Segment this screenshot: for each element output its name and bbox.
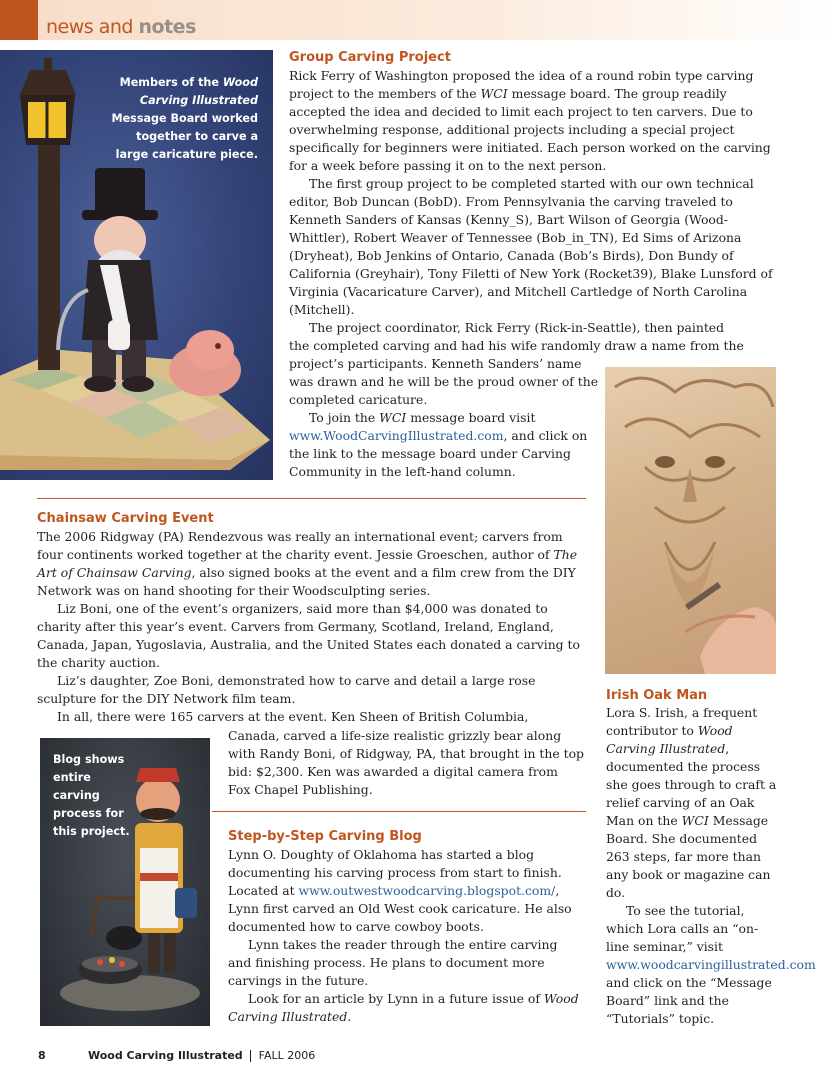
cook-caption: Blog shows entire carving process for this project. (53, 753, 130, 838)
group-project-p3-line: The project coordinator, Rick Ferry (Rick-in-Seattle), then painted (309, 320, 725, 335)
group-project-body (289, 67, 775, 355)
blog-divider (212, 811, 586, 812)
blog-p1: Lynn O. Doughty of Oklahoma has started a blog documenting his carving process from start to finish. Located at www.outwestwoodcarving.blogspot.com/, Lynn first carved an Old West cook caricature. He also documented how to carve cowboy boots. (228, 847, 572, 934)
section-label-bold: notes (138, 16, 196, 38)
group-project-heading: Group Carving Project (289, 50, 451, 65)
footer-magazine (88, 1049, 315, 1062)
group-project-p4: To join the WCI message board visit www.WoodCarvingIllustrated.com, and click on the link to the message board under Carving Community in the left-hand column. (289, 410, 588, 479)
chainsaw-p4-line: In all, there were 165 carvers at the event. Ken Sheen of British Columbia, (57, 709, 529, 724)
oak-man-p2: To see the tutorial, which Lora calls an “on-line seminar,” visit www.woodcarvingillustrated.com and click on the “Message Board” link and the “Tutorials” topic. (606, 903, 816, 1026)
page-number: 8 (38, 1049, 46, 1062)
blog-body (228, 846, 580, 1026)
oak-man-p1: Lora S. Irish, a frequent contributor to Wood Carving Illustrated, documented the process she goes through to craft a relief carving of an Oak Man on the WCI Message Board. She documented 263 steps, far more than any book or magazine can do. (606, 705, 777, 900)
oak-man-illustration (605, 367, 776, 674)
caricature-photo (0, 50, 273, 480)
oak-man-heading: Irish Oak Man (606, 688, 708, 703)
oak-man-body (606, 704, 816, 1028)
footer-magazine-name: Wood Carving Illustrated (88, 1049, 243, 1062)
group-project-p3-rest: project’s participants. Kenneth Sanders’ name was drawn and he will be the proud owner of the completed caricature. (289, 356, 599, 407)
chainsaw-p4-rest: Canada, carved a life-size realistic grizzly bear along with Randy Boni, of Ridgway, PA, that brought in the top bid: $2,300. Ken was awarded a digital camera from Fox Chapel Publishing. (228, 728, 584, 797)
caricature-caption: Members of the Wood Carving Illustrated Message Board worked together to carve a large caricature piece. (111, 76, 258, 161)
header-tab (0, 0, 38, 40)
footer-issue: FALL 2006 (258, 1049, 316, 1062)
group-project-p2: The first group project to be completed started with our own technical editor, Bob Duncan (BobD). From Pennsylvania the carving traveled to Kenneth Sanders of Kansas (Kenny_S), Bart Wilson of Georgia (Wood-Whittler), Robert Weaver of Tennessee (Bob_in_TN), Ed Sims of Arizona (Dryheat), Bob Jenkins of Ontario, Canada (Bob’s Birds), Don Bundy of California (Greyhair), Tony Filetti of New York (Rocket39), Blake Lunsford of Virginia (Vacaricature Carver), and Mitchell Cartledge of North Carolina (Mitchell). (289, 176, 773, 317)
blog-p2: Lynn takes the reader through the entire carving and finishing process. He plans to document more carvings in the future. (228, 937, 558, 988)
section-label (46, 15, 196, 39)
tutorial-link[interactable]: www.woodcarvingillustrated.com (606, 957, 816, 972)
chainsaw-divider (37, 498, 586, 499)
group-project-p1: Rick Ferry of Washington proposed the idea of a round robin type carving project to the members of the WCI message board. The group readily accepted the idea and decided to limit each project to ten carvers. Due to overwhelming response, additional projects including a special project specifically for beginners were initiated. Each person worked on the carving for a week before passing it on to the next person. (289, 68, 771, 173)
chainsaw-p2: Liz Boni, one of the event’s organizers, said more than $4,000 was donated to charity after this year’s event. Carvers from Germany, Scotland, Ireland, England, Canada, Japan, Yugoslavia, Australia, and the United States each donated a carving to the charity auction. (37, 601, 580, 670)
cook-caricature-photo (40, 738, 210, 1026)
chainsaw-body-narrow (228, 727, 584, 799)
chainsaw-body (37, 528, 582, 726)
chainsaw-p1: The 2006 Ridgway (PA) Rendezvous was really an international event; carvers from four continents worked together at the charity event. Jessie Groeschen, author of The Art of Chainsaw Carving, also signed books at the event and a film crew from the DIY Network was on hand shooting for their Woodsculpting series. (37, 529, 578, 598)
blog-link[interactable]: www.outwestwoodcarving.blogspot.com/ (298, 883, 556, 898)
footer-divider (250, 1050, 251, 1062)
wci-website-link[interactable]: www.WoodCarvingIllustrated.com (289, 428, 504, 443)
chainsaw-p3: Liz’s daughter, Zoe Boni, demonstrated how to carve and detail a large rose sculpture for the DIY Network film team. (37, 673, 536, 706)
chainsaw-heading: Chainsaw Carving Event (37, 511, 214, 526)
blog-p3: Look for an article by Lynn in a future issue of Wood Carving Illustrated. (228, 991, 579, 1024)
blog-heading: Step-by-Step Carving Blog (228, 829, 422, 844)
oak-man-photo (605, 367, 776, 674)
section-label-light: news and (46, 16, 133, 38)
group-project-p3-line2: the completed carving and had his wife randomly draw a name from the (289, 338, 744, 353)
group-project-body-narrow (289, 355, 599, 481)
